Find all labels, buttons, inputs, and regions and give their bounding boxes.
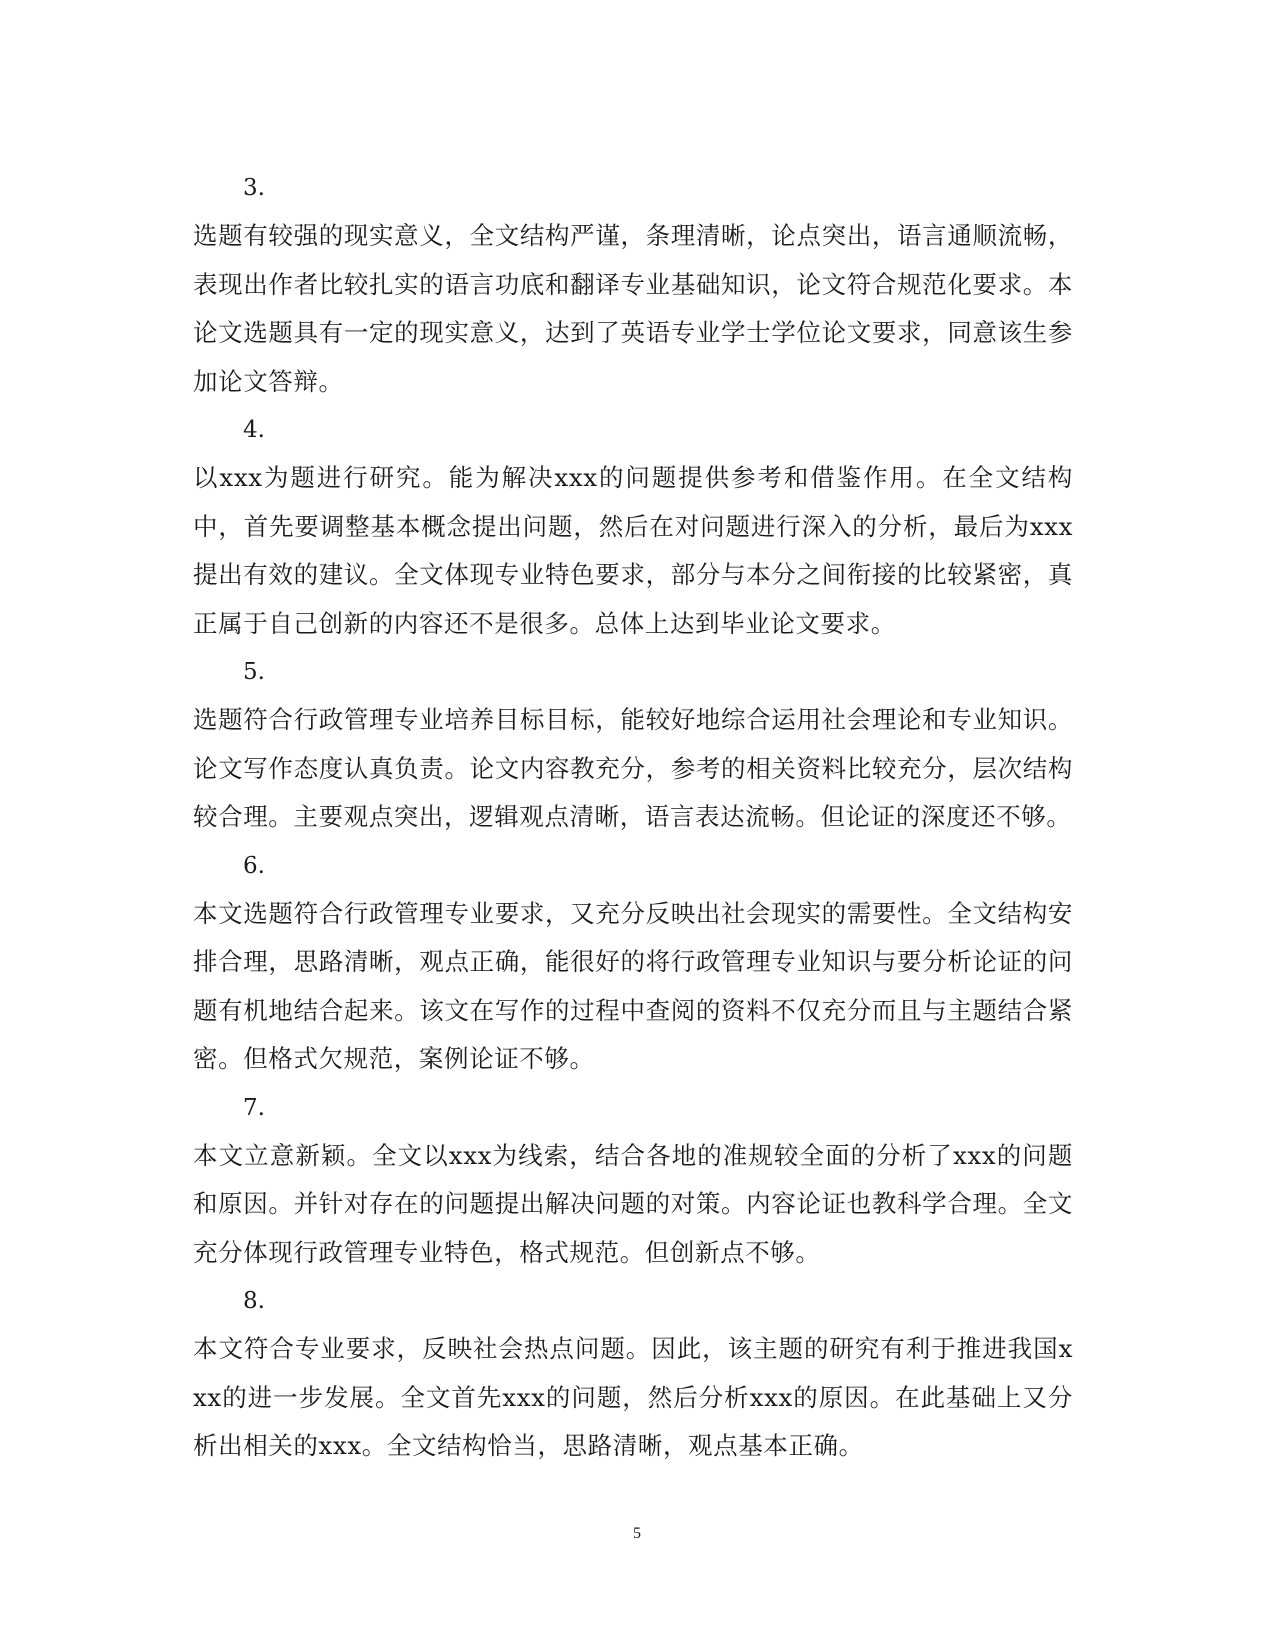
- item-paragraph: 选题有较强的现实意义，全文结构严谨，条理清晰，论点突出，语言通顺流畅，表现出作者比较扎实的语言功底和翻译专业基础知识，论文符合规范化要求。本论文选题具有一定的现实意义，达到了英语专业学士学位论文要求，同意该生参加论文答辩。: [193, 221, 1073, 396]
- item-number: 8.: [243, 1288, 265, 1314]
- item-number: 4.: [243, 417, 265, 443]
- item-paragraph: 本文符合专业要求，反映社会热点问题。因此，该主题的研究有利于推进我国xxx的进一步发展。全文首先xxx的问题，然后分析xxx的原因。在此基础上又分析出相关的xxx。全文结构恰当，思路清晰，观点基本正确。: [193, 1334, 1073, 1460]
- item-paragraph: 选题符合行政管理专业培养目标目标，能较好地综合运用社会理论和专业知识。论文写作态度认真负责。论文内容教充分，参考的相关资料比较充分，层次结构较合理。主要观点突出，逻辑观点清晰，语言表达流畅。但论证的深度还不够。: [193, 705, 1073, 831]
- item-paragraph: 以xxx为题进行研究。能为解决xxx的问题提供参考和借鉴作用。在全文结构中，首先要调整基本概念提出问题，然后在对问题进行深入的分析，最后为xxx提出有效的建议。全文体现专业特色要求，部分与本分之间衔接的比较紧密，真正属于自己创新的内容还不是很多。总体上达到毕业论文要求。: [193, 463, 1073, 638]
- document-body: [193, 164, 1073, 1471]
- item-number: 3.: [243, 175, 265, 201]
- item-number: 6.: [243, 852, 265, 879]
- item-number: 7.: [243, 1094, 265, 1121]
- item-paragraph: 本文选题符合行政管理专业要求，又充分反映出社会现实的需要性。全文结构安排合理，思路清晰，观点正确，能很好的将行政管理专业知识与要分析论证的问题有机地结合起来。该文在写作的过程中查阅的资料不仅充分而且与主题结合紧密。但格式欠规范，案例论证不够。: [193, 898, 1073, 1073]
- item-paragraph: 本文立意新颖。全文以xxx为线索，结合各地的准规较全面的分析了xxx的问题和原因。并针对存在的问题提出解决问题的对策。内容论证也教科学合理。全文充分体现行政管理专业特色，格式规范。但创新点不够。: [193, 1140, 1073, 1267]
- page-number: 5: [633, 1525, 641, 1542]
- item-number: 5.: [243, 659, 265, 685]
